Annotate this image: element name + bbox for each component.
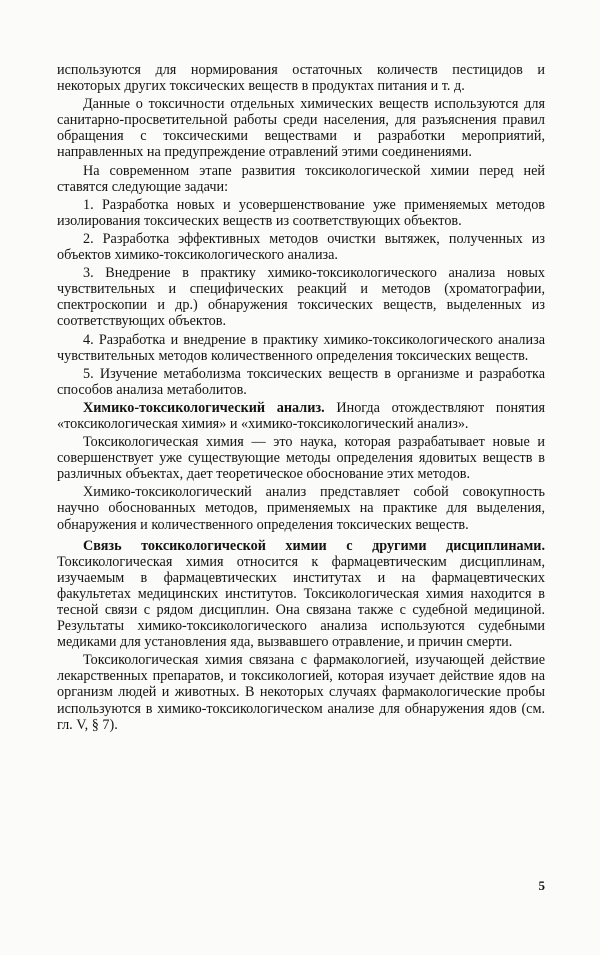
task-item: 4. Разработка и внедрение в практику химико-токсикологического анализа чувствительных методов количественного определения токсических веществ.	[57, 331, 545, 364]
paragraph-text: Токсикологическая химия относится к фармацевтическим дисциплинам, изучаемым в фармацевтических институтах и на фармацевтических факультетах медицинских институтов. Токсикологическая химия находится в тесной связи с рядом дисциплин. Она связана также с судебной медициной. Результаты химико-токсикологического анализа используются судебными медиками для установления яда, вызвавшего отравление, и причин смерти.	[57, 553, 545, 651]
paragraph: На современном этапе развития токсикологической химии перед ней ставятся следующие задачи:	[57, 162, 545, 195]
paragraph: Данные о токсичности отдельных химических веществ используются для санитарно-просветительной работы среди населения, для разъяснения правил обращения с токсическими веществами и разработки мероприятий, направленных на предупреждение отравлений этими соединениями.	[57, 96, 545, 161]
paragraph: используются для нормирования остаточных количеств пестицидов и некоторых других токсических веществ в продуктах питания и т. д.	[57, 62, 545, 95]
task-item: 2. Разработка эффективных методов очистки вытяжек, полученных из объектов химико-токсикологического анализа.	[57, 230, 545, 264]
paragraph: Химико-токсикологический анализ представляет собой совокупность научно обоснованных методов, применяемых на практике для выделения, обнаружения и количественного определения токсических веществ.	[57, 484, 545, 533]
paragraph: Токсикологическая химия — это наука, которая разрабатывает новые и совершенствует уже существующие методы определения ядовитых веществ в различных объектах, дает теоретическое обоснование этих методов.	[57, 434, 545, 483]
task-item: 1. Разработка новых и усовершенствование уже применяемых методов изолирования токсических веществ из соответствующих объектов.	[57, 196, 545, 229]
section-heading: Химико-токсикологический анализ.	[83, 399, 325, 416]
paragraph: Токсикологическая химия связана с фармакологией, изучающей действие лекарственных препаратов, и токсикологией, которая изучает действие ядов на организм людей и животных. В некоторых случаях фармакологические пробы используются в химико-токсикологическом анализе для обнаружения ядов (см. гл. V, § 7).	[57, 652, 545, 733]
section-paragraph	[57, 400, 545, 432]
section-heading: Связь токсикологической химии с другими дисциплинами.	[83, 537, 545, 554]
section-paragraph	[57, 538, 545, 651]
paragraph-text: Иногда отождествляют понятия «токсикологическая химия» и «химико-токсикологический анализ».	[57, 399, 545, 432]
page-number: 5	[538, 878, 545, 893]
task-item: 3. Внедрение в практику химико-токсикологического анализа новых чувствительных и специфических реакций и методов (хроматографии, спектроскопии и др.) обнаружения токсических веществ, выделенных из соответствующих объектов.	[57, 265, 545, 330]
task-item: 5. Изучение метаболизма токсических веществ в организме и разработка способов анализа метаболитов.	[57, 365, 545, 398]
